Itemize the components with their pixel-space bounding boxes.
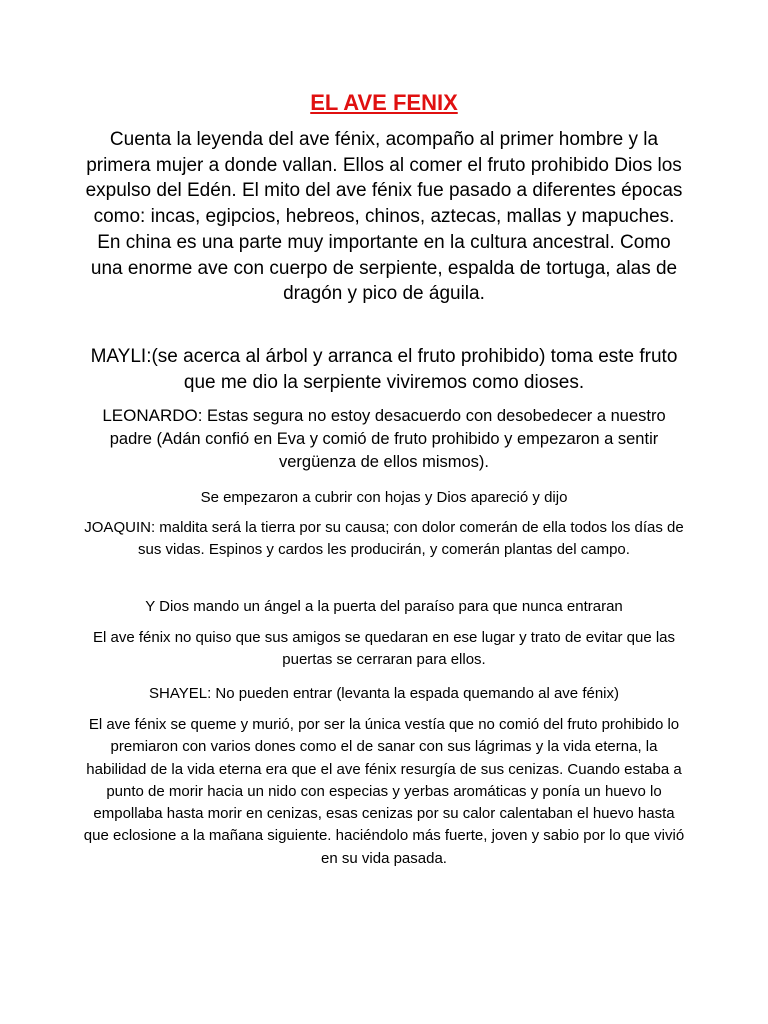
- joaquin-dialogue: JOAQUIN: maldita será la tierra por su causa; con dolor comerán de ella todos los días de sus vidas. Espinos y cardos les producirán, y comerán plantas del campo.: [84, 519, 684, 559]
- leonardo-text: Estas segura no estoy desacuerdo con desobedecer a nuestro padre (Adán confió en Eva y comió de fruto prohibido y empezaron a sentir vergüenza de ellos mismos).: [109, 407, 666, 471]
- document-title: EL AVE FENIX: [310, 90, 458, 115]
- leonardo-dialogue: [80, 405, 688, 473]
- intro-paragraph: Cuenta la leyenda del ave fénix, acompaño al primer hombre y la primera mujer a donde vallan. Ellos al comer el fruto prohibido Dios los expulso del Edén. El mito del ave fénix fue pasado a diferentes épocas como: incas, egipcios, hebreos, chinos, aztecas, mallas y mapuches. En china es una parte muy importante en la cultura ancestral. Como una enorme ave con cuerpo de serpiente, espalda de tortuga, alas de dragón y pico de águila.: [85, 129, 683, 305]
- angel-paragraph: Y Dios mando un ángel a la puerta del paraíso para que nunca entraran: [145, 598, 623, 615]
- leonardo-speaker: LEONARDO:: [102, 406, 203, 425]
- shayel-dialogue: SHAYEL: No pueden entrar (levanta la espada quemando al ave fénix): [148, 685, 620, 702]
- final-paragraph: El ave fénix se queme y murió, por ser la única vestía que no comió del fruto prohibido lo premiaron con varios dones como el de sanar con sus lágrimas y la vida eterna, la habilidad de la vida eterna era que el ave fénix resurgía de sus cenizas. Cuando estaba a punto de morir hacia un nido con especias y yerbas aromáticas y ponía un huevo lo empollaba hasta morir en cenizas, esas cenizas por su calor calentaban el huevo hasta que eclosione a la mañana siguiente. haciéndolo más fuerte, joven y sabio por lo que vivió en su vida pasada.: [83, 716, 685, 867]
- cubrir-paragraph: Se empezaron a cubrir con hojas y Dios apareció y dijo: [200, 489, 568, 506]
- fenix-paragraph: El ave fénix no quiso que sus amigos se quedaran en ese lugar y trato de evitar que las puertas se cerraran para ellos.: [92, 629, 676, 669]
- mayli-dialogue: MAYLI:(se acerca al árbol y arranca el fruto prohibido) toma este fruto que me dio la serpiente viviremos como dioses.: [90, 346, 678, 393]
